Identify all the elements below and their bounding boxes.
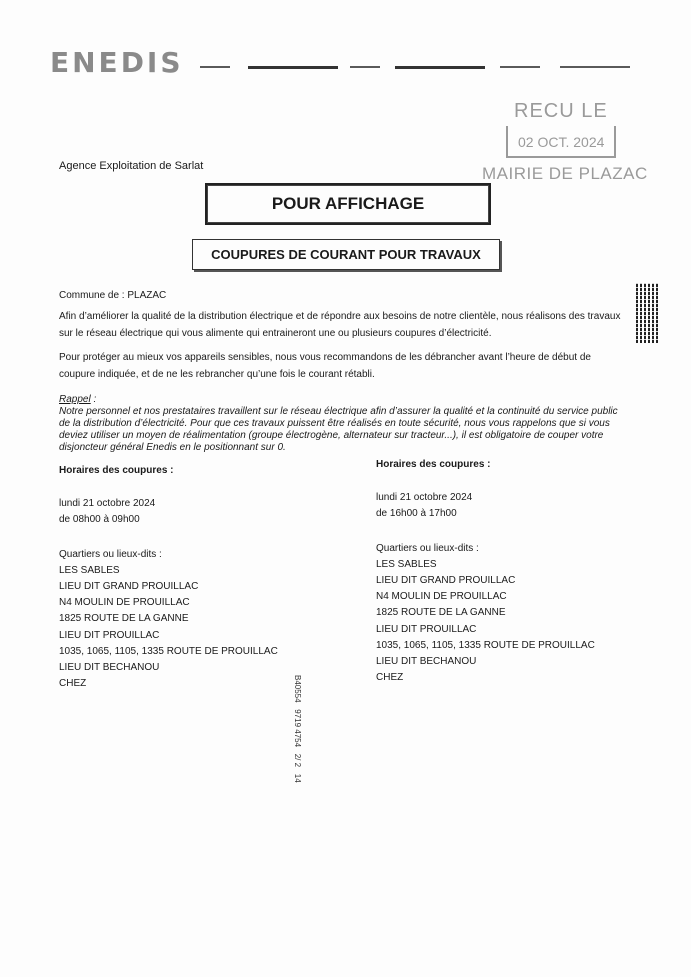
reminder-title-suffix: :	[90, 394, 97, 405]
reminder-text: Notre personnel et nos prestataires travaillent sur le réseau électrique afin d’assurer la qualité et la continuité du service public de la distribution d’électricité. Pour que ces travaux puissent être réalisés en toute sécurité, nous vous rappelons que si vous deviez utiliser un moyen de réalimentation (groupe électrogène, alternateur sur tracteur...), il est obligatoire de couper votre disjoncteur général Enedis en le positionnant sur 0.	[59, 406, 618, 453]
agency-name: Agence Exploitation de Sarlat	[59, 160, 204, 172]
advice-paragraph: Pour protéger au mieux vos appareils sensibles, nous vous recommandons de les débrancher avant l’heure de début de coupure indiquée, et de ne les rebrancher qu’une fois le courant rétabli.	[59, 352, 591, 380]
stamp-date: 02 OCT. 2024	[518, 134, 605, 150]
reminder-title: Rappel	[59, 394, 91, 405]
header-rule-4	[395, 66, 485, 69]
received-stamp	[482, 100, 648, 190]
schedule-heading: Horaires des coupures :	[59, 465, 174, 476]
outage-schedule-left	[59, 463, 278, 692]
intro-paragraph: Afin d’améliorer la qualité de la distribution électrique et de répondre aux besoins de notre clientèle, nous réalisons des travaux sur le réseau électrique qui vous alimente qui entraineront une ou plusieurs coupures d’électricité.	[59, 311, 621, 339]
subtitle-box: COUPURES DE COURANT POUR TRAVAUX	[192, 239, 500, 270]
place-item: CHEZ	[376, 672, 404, 684]
outage-schedule-right	[376, 457, 595, 686]
header-rule-5	[500, 66, 540, 68]
place-item: CHEZ	[59, 678, 87, 690]
commune-line: Commune de : PLAZAC	[59, 290, 167, 301]
schedule-time: de 16h00 à 17h00	[376, 508, 457, 520]
header-rule-1	[200, 66, 230, 68]
stamp-received-label: RECU LE	[514, 100, 608, 122]
enedis-logo: ENEDIS	[50, 46, 184, 79]
places-label: Quartiers ou lieux-dits :	[376, 542, 479, 554]
header-rule-3	[350, 66, 380, 68]
place-item: N4 MOULIN DE PROUILLAC	[376, 591, 507, 603]
place-item: LIEU DIT PROUILLAC	[59, 629, 160, 641]
place-item: LIEU DIT GRAND PROUILLAC	[376, 575, 516, 587]
place-item: N4 MOULIN DE PROUILLAC	[59, 597, 190, 609]
header-rule-2	[248, 66, 338, 69]
schedule-date: lundi 21 octobre 2024	[59, 498, 156, 510]
qr-code-icon	[636, 283, 658, 343]
places-label: Quartiers ou lieux-dits :	[59, 548, 162, 560]
schedule-time: de 08h00 à 09h00	[59, 514, 140, 526]
reminder-block	[59, 394, 629, 454]
title-box: POUR AFFICHAGE	[205, 183, 491, 225]
place-item: LIEU DIT GRAND PROUILLAC	[59, 581, 199, 593]
schedule-heading: Horaires des coupures :	[376, 459, 491, 470]
place-item: LES SABLES	[376, 558, 437, 570]
place-item: LIEU DIT BECHANOU	[59, 662, 160, 674]
place-item: 1825 ROUTE DE LA GANNE	[376, 607, 506, 619]
place-item: LIEU DIT PROUILLAC	[376, 623, 477, 635]
place-item: 1035, 1065, 1105, 1335 ROUTE DE PROUILLAC	[376, 639, 595, 651]
place-item: LIEU DIT BECHANOU	[376, 656, 477, 668]
schedule-date: lundi 21 octobre 2024	[376, 492, 473, 504]
stamp-mairie: MAIRIE DE PLAZAC	[482, 164, 648, 183]
place-item: LES SABLES	[59, 564, 120, 576]
document-reference-code: B40554 9719 4754 2/ 2 14	[293, 675, 302, 783]
place-item: 1035, 1065, 1105, 1335 ROUTE DE PROUILLAC	[59, 645, 278, 657]
header-rule-6	[560, 66, 630, 68]
place-item: 1825 ROUTE DE LA GANNE	[59, 613, 189, 625]
